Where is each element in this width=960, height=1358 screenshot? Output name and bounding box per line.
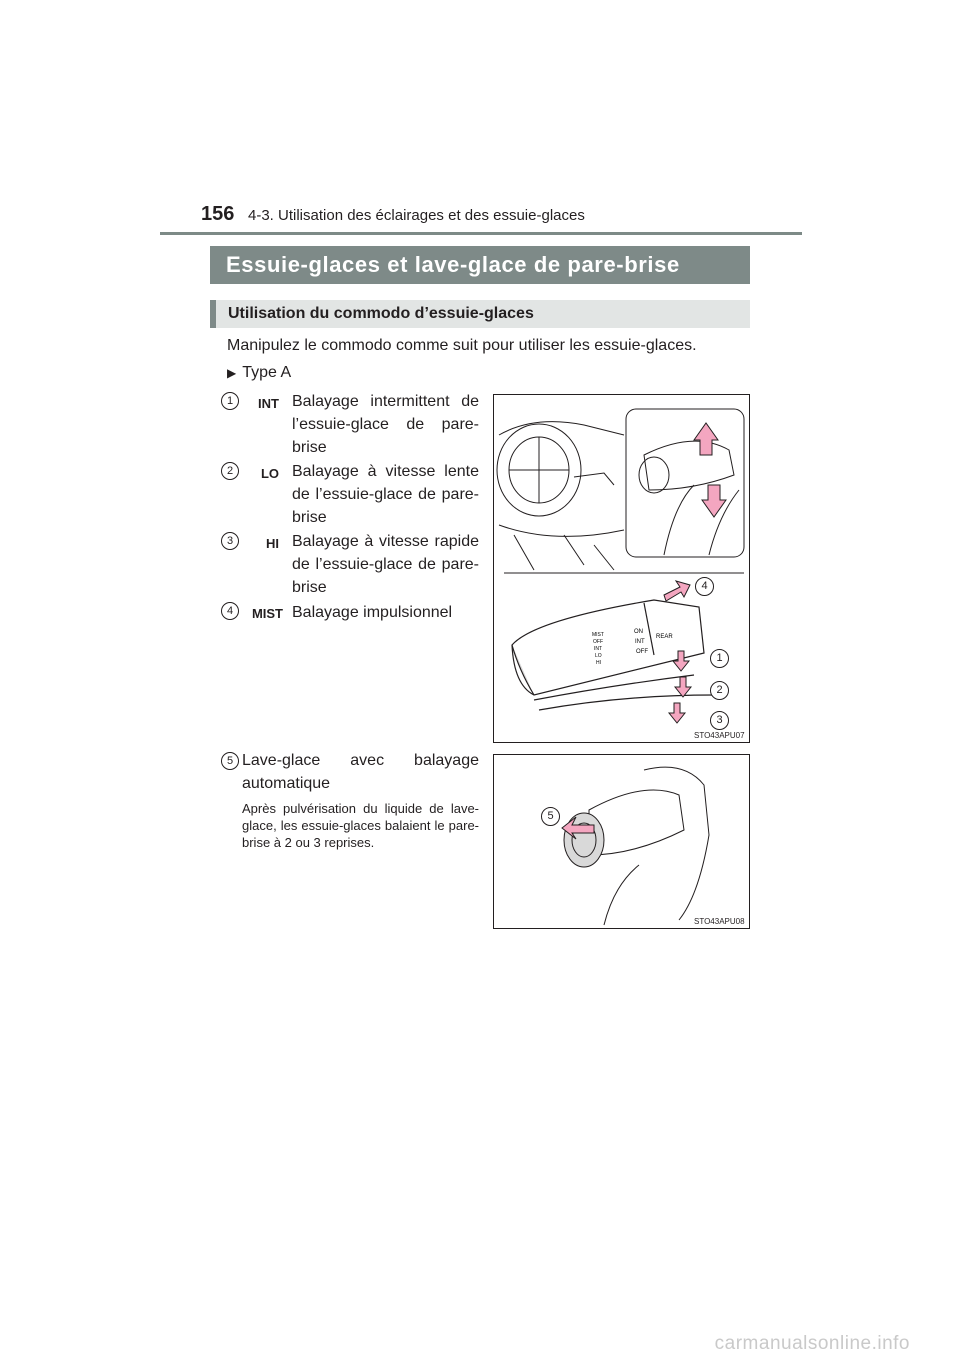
running-head: 4-3. Utilisation des éclairages et des essuie-glaces xyxy=(248,207,585,224)
type-label xyxy=(227,364,291,382)
item-description: Lave-glace avec balayage automatique xyxy=(242,752,479,792)
intro-text: Manipulez le commodo comme suit pour utiliser les essuie-glaces. xyxy=(227,337,697,354)
item-number: 2 xyxy=(221,462,239,480)
callout-1: 1 xyxy=(710,649,729,668)
subsection-title: Utilisation du commodo d’essuie-glaces xyxy=(210,300,750,328)
watermark: carmanualsonline.info xyxy=(714,1333,910,1354)
item-code: HI xyxy=(266,536,279,551)
washer-note: Après pulvérisation du liquide de lave-glace, les essuie-glaces balaient le pare-brise à 2 ou 3 reprises. xyxy=(242,801,479,850)
figure-code: STO43APU08 xyxy=(694,917,745,926)
lever-label-off2: OFF xyxy=(636,649,648,655)
callout-4: 4 xyxy=(695,577,714,596)
lever-label-rear: REAR xyxy=(656,634,673,640)
lever-label-int: INT xyxy=(594,646,603,652)
page-number: 156 xyxy=(201,203,235,225)
arrow-down-icon xyxy=(675,677,691,697)
item-number: 1 xyxy=(221,392,239,410)
callout-5: 5 xyxy=(541,807,560,826)
triangle-bullet-icon: ▶ xyxy=(227,366,237,380)
item-number: 4 xyxy=(221,602,239,620)
arrow-up-icon xyxy=(664,581,690,601)
lever-label-on: ON xyxy=(634,629,643,635)
figure-washer xyxy=(493,754,750,929)
item-code: MIST xyxy=(251,606,283,621)
item-description: Balayage à vitesse lente de l’essuie-glace de pare-brise xyxy=(292,463,479,526)
item-number: 3 xyxy=(221,532,239,550)
lever-label-off: OFF xyxy=(593,639,603,645)
item-number: 5 xyxy=(221,752,239,770)
type-label-text: Type A xyxy=(242,364,292,381)
lever-label-mist: MIST xyxy=(592,632,604,638)
item-description: Balayage à vitesse rapide de l’essuie-glace de pare-brise xyxy=(292,533,479,596)
item-description: Balayage intermittent de l’essuie-glace de pare-brise xyxy=(292,393,479,456)
section-title: Essuie-glaces et lave-glace de pare-brise xyxy=(210,246,750,284)
lever-label-lo: LO xyxy=(595,653,602,659)
lever-label-hi: HI xyxy=(596,660,601,666)
figure-code: STO43APU07 xyxy=(694,731,745,740)
item-code: LO xyxy=(260,466,279,481)
item-code: INT xyxy=(258,396,279,411)
callout-2: 2 xyxy=(710,681,729,700)
lever-label-int2: INT xyxy=(635,639,645,645)
header-rule xyxy=(160,232,802,235)
callout-3: 3 xyxy=(710,711,729,730)
arrow-down-icon xyxy=(669,703,685,723)
figure-wiper-lever xyxy=(493,394,750,743)
washer-illustration xyxy=(494,755,749,928)
item-description: Balayage impulsionnel xyxy=(292,604,453,621)
